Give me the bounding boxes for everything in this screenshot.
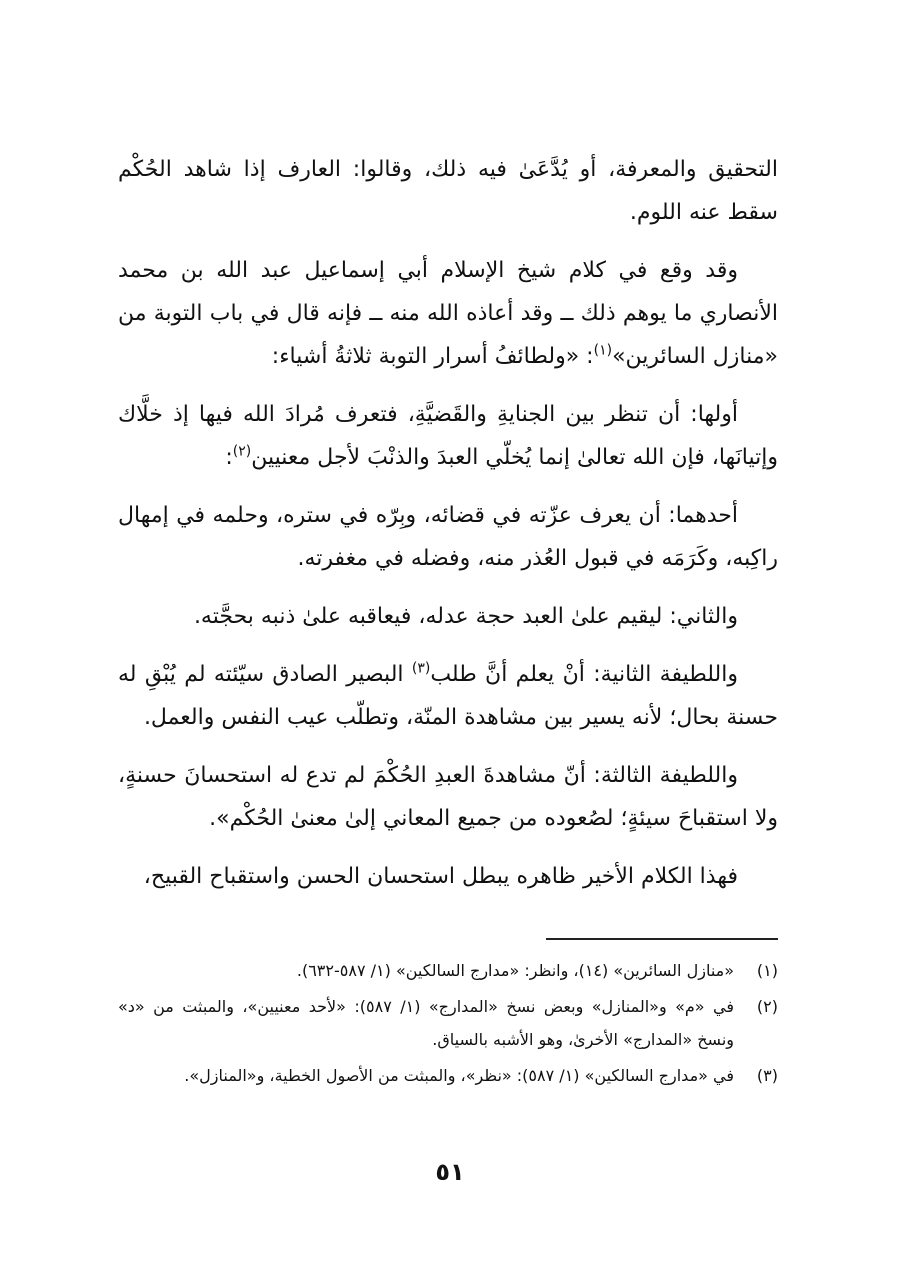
paragraph-text: واللطيفة الثالثة: أنّ مشاهدةَ العبدِ الحُكْمَ لم تدع له استحسانَ حسنةٍ، ولا استقباحَ سيئةٍ؛ لصُعوده من جميع المعاني إلىٰ معنىٰ الحُكْم». (118, 763, 778, 831)
paragraph-text: : (225, 445, 233, 470)
paragraph-7 (118, 754, 778, 840)
paragraph-text: : «ولطائفُ أسرار التوبة ثلاثةُ أشياء: (271, 344, 594, 369)
paragraph-1 (118, 148, 778, 234)
paragraph-text: التحقيق والمعرفة، أو يُدَّعَىٰ فيه ذلك، وقالوا: العارف إذا شاهد الحُكْم سقط عنه اللوم. (118, 157, 778, 225)
footnote-text: في «م» و«المنازل» وبعض نسخ «المدارج» (١/ ٥٨٧): «لأحد معنيين»، والمبثت من «د» ونسخ «المدارج» الأخرىٰ، وهو الأشبه بالسياق. (118, 997, 734, 1049)
paragraph-6 (118, 653, 778, 739)
paragraph-text: واللطيفة الثانية: أنْ يعلم أنَّ طلب (430, 662, 738, 687)
paragraph-2 (118, 249, 778, 378)
paragraph-text: والثاني: ليقيم علىٰ العبد حجة عدله، فيعاقبه علىٰ ذنبه بحجَّته. (193, 604, 738, 629)
footnote-text: «منازل السائرين» (١٤)، وانظر: «مدارج السالكين» (١/ ٥٨٧-٦٣٢). (296, 961, 734, 980)
paragraph-text: أحدهما: أن يعرف عزّته في قضائه، وبِرّه في ستره، وحلمه في إمهال راكِبه، وكَرَمَه في قبول العُذر منه، وفضله في مغفرته. (118, 503, 778, 571)
footnote-divider (546, 938, 778, 940)
paragraph-text: البصير الصادق سيّئته لم يُبْقِ له حسنة بحال؛ لأنه يسير بين مشاهدة المنّة، وتطلّب عيب النفس والعمل. (118, 662, 778, 730)
footnote-3 (118, 1059, 778, 1092)
footnote-1 (118, 954, 778, 987)
paragraph-text: أولها: أن تنظر بين الجنايةِ والقَضيَّةِ، فتعرف مُرادَ الله فيها إذ خلَّاك وإتيانَها، فإن الله تعالىٰ إنما يُخلّي العبدَ والذنْبَ لأجل معنيين (118, 402, 778, 470)
footnote-number: (٣) (756, 1066, 778, 1085)
footnote-ref-2[interactable]: (٢) (232, 443, 252, 460)
footnote-number: (١) (756, 961, 778, 980)
footnote-number: (٢) (756, 997, 778, 1016)
footnotes (118, 954, 778, 1095)
footnote-text: في «مدارج السالكين» (١/ ٥٨٧): «نظر»، والمبثت من الأصول الخطية، و«المنازل». (184, 1066, 734, 1085)
paragraph-3 (118, 393, 778, 479)
page-number: ٥١ (435, 1158, 465, 1186)
body-text (118, 148, 778, 898)
paragraph-5 (118, 595, 778, 638)
paragraph-text: وقد وقع في كلام شيخ الإسلام أبي إسماعيل عبد الله بن محمد الأنصاري ما يوهم ذلك ــ وقد أعاذه الله منه ــ فإنه قال في باب التوبة من «منازل السائرين» (118, 258, 778, 369)
paragraph-text: فهذا الكلام الأخير ظاهره يبطل استحسان الحسن واستقباح القبيح، (143, 864, 738, 889)
footnote-2 (118, 990, 778, 1056)
footnote-ref-1[interactable]: (١) (593, 342, 613, 359)
paragraph-8 (118, 855, 778, 898)
footnote-ref-3[interactable]: (٣) (411, 660, 431, 677)
paragraph-4 (118, 494, 778, 580)
